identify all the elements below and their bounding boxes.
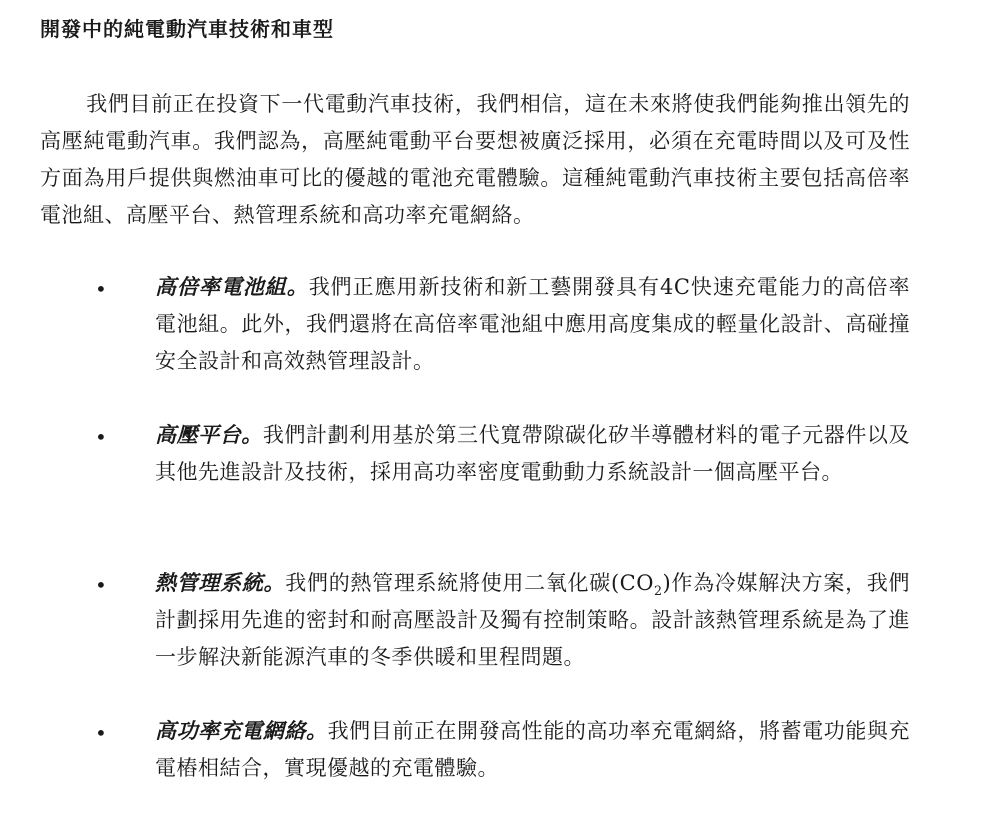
item-body: 我們目前正在開發高性能的高功率充電網絡，將蓄電功能與充電樁相結合，實現優越的充電體驗。 — [155, 719, 911, 780]
subscript-two: 2 — [653, 583, 663, 599]
bullet-marker: • — [95, 573, 107, 597]
item-title: 高功率充電網絡。 — [155, 718, 328, 743]
item-title: 高倍率電池組。 — [155, 274, 309, 299]
item-title: 熱管理系統。 — [155, 570, 286, 595]
item-body-end: )作為冷媒解決方案，我們計劃採用先進的密封和耐高壓設計及獨有控制策略。設計該熱管理系統是為了進一步解決新能源汽車的冬季供暖和里程問題。 — [155, 571, 910, 669]
intro-paragraph: 我們目前正在投資下一代電動汽車技術，我們相信，這在未來將使我們能夠推出領先的高壓純電動汽車。我們認為，高壓純電動平台要想被廣泛採用，必須在充電時間以及可及性方面為用戶提供與燃油車可比的優越的電池充電體驗。這種純電動汽車技術主要包括高倍率電池組、高壓平台、熱管理系統和高功率充電網絡。 — [40, 92, 910, 227]
list-item-high-voltage-platform — [155, 416, 910, 491]
bullet-marker: • — [95, 425, 107, 449]
section-heading: 開發中的純電動汽車技術和車型 — [40, 17, 334, 41]
item-body: 我們計劃利用基於第三代寬帶隙碳化矽半導體材料的電子元器件以及其他先進設計及技術，採用高功率密度電動動力系統設計一個高壓平台。 — [155, 423, 911, 484]
item-title: 高壓平台。 — [155, 422, 263, 447]
list-item-charging-network — [155, 712, 910, 787]
list-item-battery-pack — [155, 268, 910, 380]
bullet-marker: • — [95, 721, 107, 745]
item-body: 我們正應用新技術和新工藝開發具有4C快速充電能力的高倍率電池組。此外，我們還將在高倍率電池組中應用高度集成的輕量化設計、高碰撞安全設計和高效熱管理設計。 — [155, 275, 910, 373]
bullet-marker: • — [95, 277, 107, 301]
list-item-thermal-management — [155, 564, 910, 676]
item-body-start: 我們的熱管理系統將使用二氧化碳(CO — [285, 571, 654, 595]
